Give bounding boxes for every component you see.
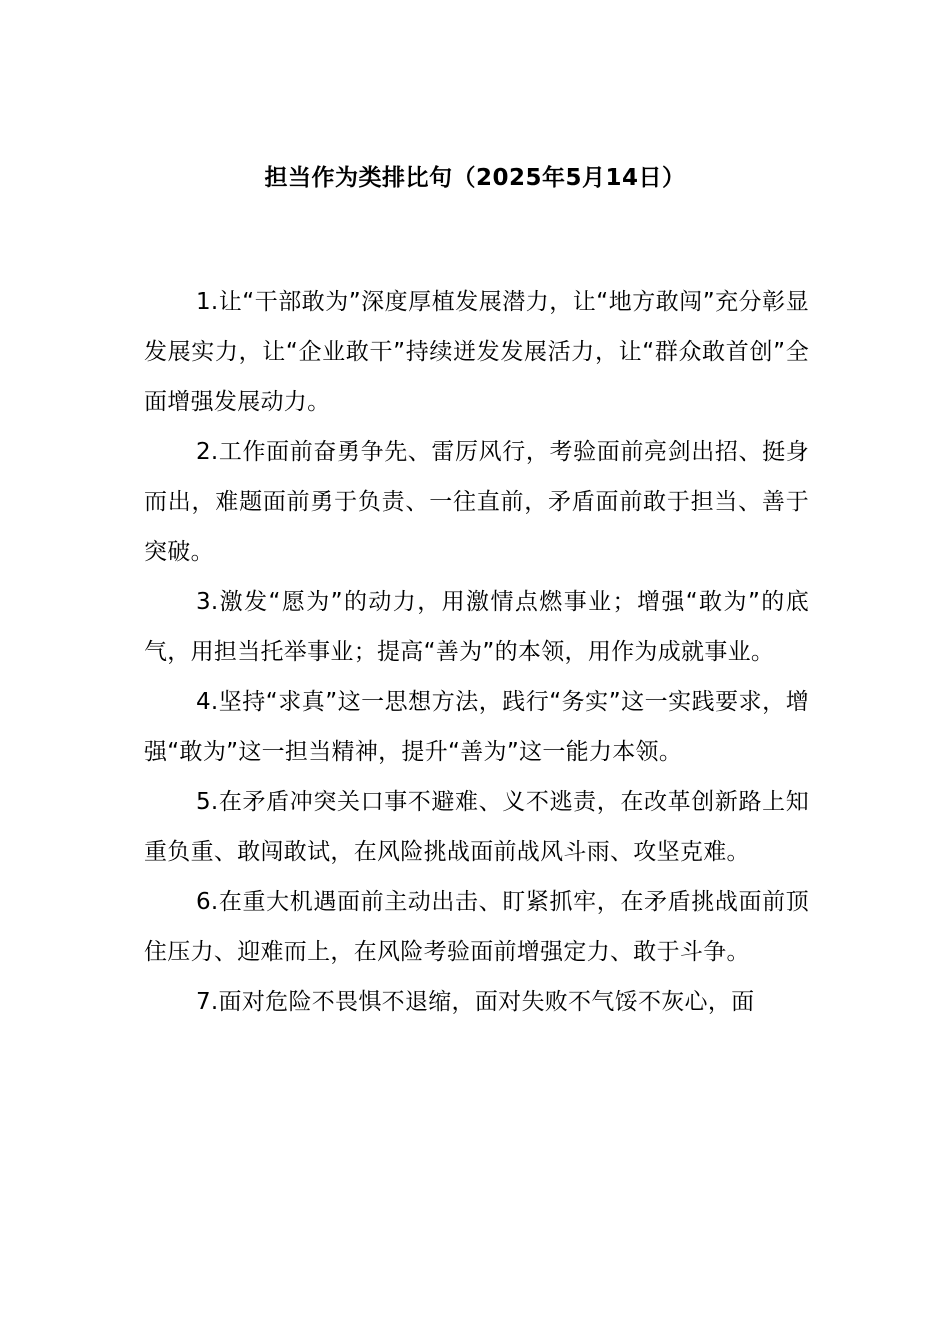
paragraph-3: 3.激发“愿为”的动力，用激情点燃事业；增强“敢为”的底气，用担当托举事业；提高“善为”的本领，用作为成就事业。 [144, 589, 809, 665]
paragraph-2: 2.工作面前奋勇争先、雷厉风行，考验面前亮剑出招、挺身而出，难题面前勇于负责、一往直前，矛盾面前敢于担当、善于突破。 [144, 439, 809, 565]
document-title: 担当作为类排比句（2025年5月14日） [264, 165, 686, 191]
paragraph-7: 7.面对危险不畏惧不退缩，面对失败不气馁不灰心，面 [196, 989, 755, 1015]
document-body [144, 277, 809, 1027]
paragraph-1: 1.让“干部敢为”深度厚植发展潜力，让“地方敢闯”充分彰显发展实力，让“企业敢干”持续迸发发展活力，让“群众敢首创”全面增强发展动力。 [144, 289, 809, 415]
paragraph-4: 4.坚持“求真”这一思想方法，践行“务实”这一实践要求，增强“敢为”这一担当精神，提升“善为”这一能力本领。 [144, 689, 809, 765]
paragraph-5: 5.在矛盾冲突关口事不避难、义不逃责，在改革创新路上知重负重、敢闯敢试，在风险挑战面前战风斗雨、攻坚克难。 [144, 789, 809, 865]
paragraph-6: 6.在重大机遇面前主动出击、盯紧抓牢，在矛盾挑战面前顶住压力、迎难而上，在风险考验面前增强定力、敢于斗争。 [144, 889, 809, 965]
